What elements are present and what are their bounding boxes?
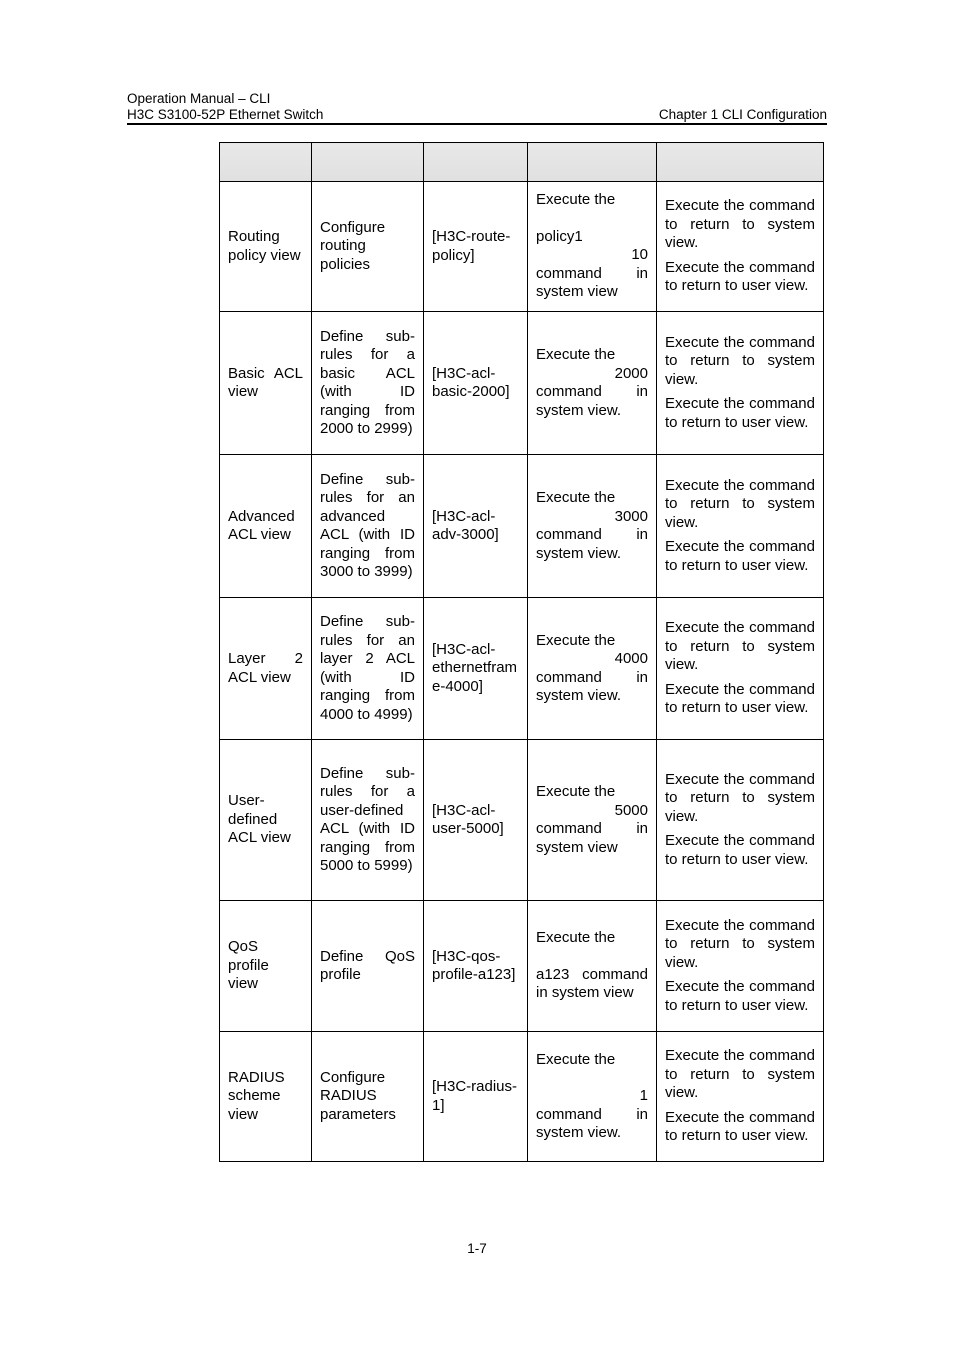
quit-method bbox=[657, 455, 824, 598]
quit-method bbox=[657, 312, 824, 455]
enter-lead: Execute the bbox=[536, 346, 616, 363]
quit-method bbox=[657, 901, 824, 1032]
table-row bbox=[220, 901, 824, 1032]
view-function: Define sub-rules for an advanced ACL (with ID ranging from 3000 to 3999) bbox=[312, 455, 424, 598]
enter-tail: command in system view bbox=[536, 264, 648, 301]
view-function: Configure routing policies bbox=[312, 182, 424, 312]
header-cell bbox=[657, 143, 824, 182]
enter-tail: a123 command in system view bbox=[536, 965, 648, 1002]
table-row bbox=[220, 598, 824, 740]
view-function: Define sub-rules for a basic ACL (with ID ranging from 2000 to 2999) bbox=[312, 312, 424, 455]
table-row bbox=[220, 740, 824, 901]
enter-tail: command in system view. bbox=[536, 383, 648, 419]
view-name: Routing policy view bbox=[220, 182, 312, 312]
quit-to-system: Execute the command to return to system view. bbox=[665, 916, 815, 971]
view-function: Define QoS profile bbox=[312, 901, 424, 1032]
page-number: 1-7 bbox=[467, 1241, 487, 1256]
table-header-row bbox=[220, 143, 824, 182]
view-name: Basic ACL view bbox=[220, 312, 312, 455]
enter-method bbox=[528, 740, 657, 901]
enter-arg: 2000 bbox=[614, 364, 648, 382]
enter-method bbox=[528, 312, 657, 455]
table-row bbox=[220, 182, 824, 312]
enter-method bbox=[528, 182, 657, 312]
view-prompt: [H3C-acl-user-5000] bbox=[424, 740, 528, 901]
quit-to-user: Execute the command to return to user view. bbox=[665, 538, 815, 574]
enter-tail: command in system view bbox=[536, 820, 648, 856]
view-function: Configure RADIUS parameters bbox=[312, 1032, 424, 1162]
view-prompt: [H3C-route-policy] bbox=[424, 182, 528, 312]
enter-lead: Execute the bbox=[536, 1050, 616, 1068]
table-row bbox=[220, 1032, 824, 1162]
enter-arg: 10 bbox=[631, 246, 648, 264]
view-name: Advanced ACL view bbox=[220, 455, 312, 598]
quit-to-user: Execute the command to return to user view. bbox=[665, 680, 815, 717]
quit-method bbox=[657, 182, 824, 312]
quit-to-user: Execute the command to return to user view. bbox=[665, 395, 815, 431]
enter-lead: Execute the bbox=[536, 783, 616, 800]
enter-lead: Execute the bbox=[536, 489, 616, 506]
quit-method bbox=[657, 1032, 824, 1162]
view-name: RADIUS scheme view bbox=[220, 1032, 312, 1162]
product-name: H3C S3100-52P Ethernet Switch bbox=[127, 107, 324, 122]
quit-to-user: Execute the command to return to user view. bbox=[665, 258, 815, 295]
enter-method bbox=[528, 1032, 657, 1162]
view-prompt: [H3C-radius-1] bbox=[424, 1032, 528, 1162]
enter-tail: command in system view. bbox=[536, 1105, 648, 1141]
enter-arg: 5000 bbox=[614, 801, 648, 819]
quit-to-user: Execute the command to return to user view. bbox=[665, 1108, 815, 1145]
view-function: Define sub-rules for an layer 2 ACL (with ID ranging from 4000 to 4999) bbox=[312, 598, 424, 740]
view-prompt: [H3C-acl-adv-3000] bbox=[424, 455, 528, 598]
view-prompt: [H3C-acl-basic-2000] bbox=[424, 312, 528, 455]
enter-lead: Execute the bbox=[536, 191, 616, 209]
chapter-title: Chapter 1 CLI Configuration bbox=[658, 107, 827, 122]
enter-mid: policy1 bbox=[536, 227, 583, 245]
header-cell bbox=[312, 143, 424, 182]
header-cell bbox=[528, 143, 657, 182]
cli-views-table bbox=[219, 142, 824, 1162]
quit-to-system: Execute the command to return to system view. bbox=[665, 619, 815, 674]
quit-method bbox=[657, 598, 824, 740]
manual-title: Operation Manual – CLI bbox=[127, 91, 271, 106]
enter-tail: command in system view. bbox=[536, 526, 648, 562]
table-row bbox=[220, 312, 824, 455]
quit-to-user: Execute the command to return to user view. bbox=[665, 832, 815, 868]
page-header bbox=[127, 91, 827, 123]
enter-lead: Execute the bbox=[536, 631, 616, 649]
enter-method bbox=[528, 455, 657, 598]
table-row bbox=[220, 455, 824, 598]
enter-method bbox=[528, 901, 657, 1032]
view-prompt: [H3C-acl-ethernetframe-4000] bbox=[424, 598, 528, 740]
header-cell bbox=[220, 143, 312, 182]
view-prompt: [H3C-qos-profile-a123] bbox=[424, 901, 528, 1032]
header-cell bbox=[424, 143, 528, 182]
quit-to-system: Execute the command to return to system view. bbox=[665, 333, 815, 388]
enter-lead: Execute the bbox=[536, 929, 616, 947]
quit-to-system: Execute the command to return to system view. bbox=[665, 476, 815, 531]
header-rule bbox=[127, 123, 827, 125]
quit-to-system: Execute the command to return to system view. bbox=[665, 770, 815, 825]
quit-to-system: Execute the command to return to system view. bbox=[665, 1047, 815, 1102]
quit-to-user: Execute the command to return to user view. bbox=[665, 978, 815, 1014]
enter-tail: command in system view. bbox=[536, 668, 648, 704]
enter-arg: 1 bbox=[639, 1087, 648, 1104]
view-function: Define sub-rules for a user-defined ACL (with ID ranging from 5000 to 5999) bbox=[312, 740, 424, 901]
quit-to-system: Execute the command to return to system view. bbox=[665, 197, 815, 252]
view-name: QoS profile view bbox=[220, 901, 312, 1032]
enter-arg: 3000 bbox=[614, 507, 648, 525]
view-name: User-defined ACL view bbox=[220, 740, 312, 901]
view-name: Layer 2 ACL view bbox=[220, 598, 312, 740]
enter-arg: 4000 bbox=[614, 650, 648, 667]
quit-method bbox=[657, 740, 824, 901]
enter-method bbox=[528, 598, 657, 740]
